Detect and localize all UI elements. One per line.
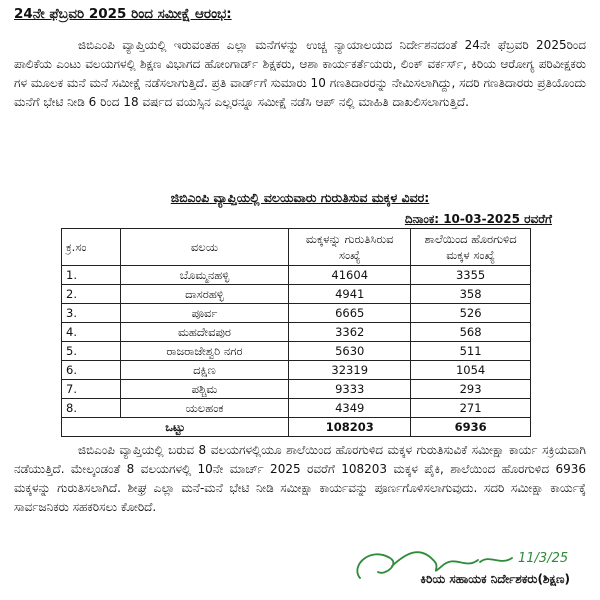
row-sl: 7. — [62, 380, 121, 399]
table-row — [62, 266, 531, 285]
table-row — [62, 323, 531, 342]
row-sl: 8. — [62, 399, 121, 418]
row-zone: ಬೊಮ್ಮನಹಳ್ಳಿ — [120, 266, 289, 285]
row-zone: ಪಶ್ಚಿಮ — [120, 380, 289, 399]
row-zone: ಯಲಹಂಕ — [120, 399, 289, 418]
table-header-row — [62, 229, 531, 266]
row-out-of-school: 511 — [411, 342, 531, 361]
total-label: ಒಟ್ಟು — [62, 418, 289, 437]
table-row — [62, 342, 531, 361]
table-row — [62, 285, 531, 304]
row-identified: 5630 — [289, 342, 411, 361]
row-zone: ದಕ್ಷಿಣ — [120, 361, 289, 380]
row-identified: 41604 — [289, 266, 411, 285]
row-sl: 1. — [62, 266, 121, 285]
section-heading: 24ನೇ ಫೆಬ್ರವರಿ 2025 ರಿಂದ ಸಮೀಕ್ಷೆ ಆರಂಭ: — [14, 6, 232, 22]
signer-designation: ಕಿರಿಯ ಸಹಾಯಕ ನಿರ್ದೇಶಕರು(ಶಿಕ್ಷಣ) — [420, 572, 570, 586]
zone-wise-table — [61, 228, 531, 437]
signature-date: 11/3/25 — [518, 551, 569, 566]
row-sl: 5. — [62, 342, 121, 361]
row-sl: 6. — [62, 361, 121, 380]
row-identified: 4941 — [289, 285, 411, 304]
row-identified: 9333 — [289, 380, 411, 399]
row-identified: 4349 — [289, 399, 411, 418]
row-sl: 4. — [62, 323, 121, 342]
row-out-of-school: 358 — [411, 285, 531, 304]
table-title: ಜಿಬಿಎಂಪಿ ವ್ಯಾಪ್ತಿಯಲ್ಲಿ ವಲಯವಾರು ಗುರುತಿಸುವ ಮಕ್ಕಳ ವಿವರ: — [170, 190, 430, 205]
row-identified: 3362 — [289, 323, 411, 342]
row-out-of-school: 293 — [411, 380, 531, 399]
row-out-of-school: 3355 — [411, 266, 531, 285]
date-line: ದಿನಾಂಕ: 10-03-2025 ರವರೆಗೆ — [404, 212, 552, 226]
total-out-of-school: 6936 — [411, 418, 531, 437]
total-identified: 108203 — [289, 418, 411, 437]
header-out-of-school: ಶಾಲೆಯಿಂದ ಹೊರಗುಳಿದ ಮಕ್ಕಳ ಸಂಖ್ಯೆ — [411, 229, 531, 266]
table-row — [62, 380, 531, 399]
row-zone: ಪೂರ್ವ — [120, 304, 289, 323]
header-identified: ಮಕ್ಕಳನ್ನು ಗುರುತಿಸಿರುವ ಸಂಖ್ಯೆ — [289, 229, 411, 266]
table-body — [62, 266, 531, 418]
row-zone: ದಾಸರಹಳ್ಳಿ — [120, 285, 289, 304]
header-zone: ವಲಯ — [120, 229, 289, 266]
table-row — [62, 399, 531, 418]
intro-paragraph: ಜಿಬಿಎಂಪಿ ವ್ಯಾಪ್ತಿಯಲ್ಲಿ ಇರುವಂತಹ ಎಲ್ಲಾ ಮನೆಗಳನ್ನು ಉಚ್ಚ ನ್ಯಾಯಾಲಯದ ನಿರ್ದೇಶನದಂತೆ 24ನೇ ಫೆಬ್ರವರಿ 2025ರಿಂದ ಪಾಲಿಕೆಯ ಎಂಟು ವಲಯಗಳಲ್ಲಿ ಶಿಕ್ಷಣ ವಿಭಾಗದ ಹೋಂಗಾರ್ಡ್‌ ಶಿಕ್ಷಕರು, ಆಶಾ ಕಾರ್ಯಕರ್ತೆಯರು, ಲಿಂಕ್ ವರ್ಕರ್ಸ್, ಕಿರಿಯ ಆರೋಗ್ಯ ಪರಿವೀಕ್ಷಕರು ಗಳ ಮೂಲಕ ಮನೆ ಮನೆ ಸಮೀಕ್ಷೆ ನಡೆಸಲಾಗುತ್ತಿದೆ. ಪ್ರತಿ ವಾರ್ಡ್‌ಗೆ ಸುಮಾರು 10 ಗಣತಿದಾರರನ್ನು ನೇಮಿಸಲಾಗಿದ್ದು, ಸದರಿ ಗಣತಿದಾರರು ಪ್ರತಿಯೊಂದು ಮನೆಗೆ ಭೇಟಿ ನೀಡಿ 6 ರಿಂದ 18 ವರ್ಷದ ವಯಸ್ಸಿನ ಎಲ್ಲರನ್ನೂ ಸಮೀಕ್ಷೆ ನಡೆಸಿ ಆಪ್ ನಲ್ಲಿ ಮಾಹಿತಿ ದಾಖಲಿಸಲಾಗುತ್ತಿದೆ. — [14, 38, 586, 109]
row-out-of-school: 526 — [411, 304, 531, 323]
row-out-of-school: 271 — [411, 399, 531, 418]
row-out-of-school: 1054 — [411, 361, 531, 380]
row-sl: 3. — [62, 304, 121, 323]
row-sl: 2. — [62, 285, 121, 304]
table-row — [62, 304, 531, 323]
row-zone: ರಾಜರಾಜೇಶ್ವರಿ ನಗರ — [120, 342, 289, 361]
row-identified: 32319 — [289, 361, 411, 380]
closing-paragraph: ಜಿಬಿಎಂಪಿ ವ್ಯಾಪ್ತಿಯಲ್ಲಿ ಬರುವ 8 ವಲಯಗಳಲ್ಲಿಯೂ ಶಾಲೆಯಿಂದ ಹೊರಗುಳಿದ ಮಕ್ಕಳ ಗುರುತಿಸುವಿಕೆ ಸಮೀಕ್ಷಾ ಕಾರ್ಯ ಸಕ್ರಿಯವಾಗಿ ನಡೆಯುತ್ತಿದೆ. ಮೇಲ್ಕಂಡಂತೆ 8 ವಲಯಗಳಲ್ಲಿ 10ನೇ ಮಾರ್ಚ್ 2025 ರವರೆಗೆ 108203 ಮಕ್ಕಳ ಪೈಕಿ, ಶಾಲೆಯಿಂದ ಹೊರಗುಳಿದ 6936 ಮಕ್ಕಳನ್ನು ಗುರುತಿಸಲಾಗಿದೆ. ಶೀಘ್ರ ಎಲ್ಲಾ ಮನೆ-ಮನೆ ಭೇಟಿ ನೀಡಿ ಸಮೀಕ್ಷಾ ಕಾರ್ಯವನ್ನು ಪೂರ್ಣಗೊಳಿಸಲಾಗುವುದು. ಸದರಿ ಸಮೀಕ್ಷಾ ಕಾರ್ಯಕ್ಕೆ ಸಾರ್ವಜನಿಕರು ಸಹಕರಿಸಲು ಕೋರಿದೆ. — [14, 443, 586, 514]
row-out-of-school: 568 — [411, 323, 531, 342]
table-total-row — [62, 418, 531, 437]
header-sl: ಕ್ರ.ಸಂ — [62, 229, 121, 266]
table-row — [62, 361, 531, 380]
row-zone: ಮಹದೇವಪುರ — [120, 323, 289, 342]
row-identified: 6665 — [289, 304, 411, 323]
